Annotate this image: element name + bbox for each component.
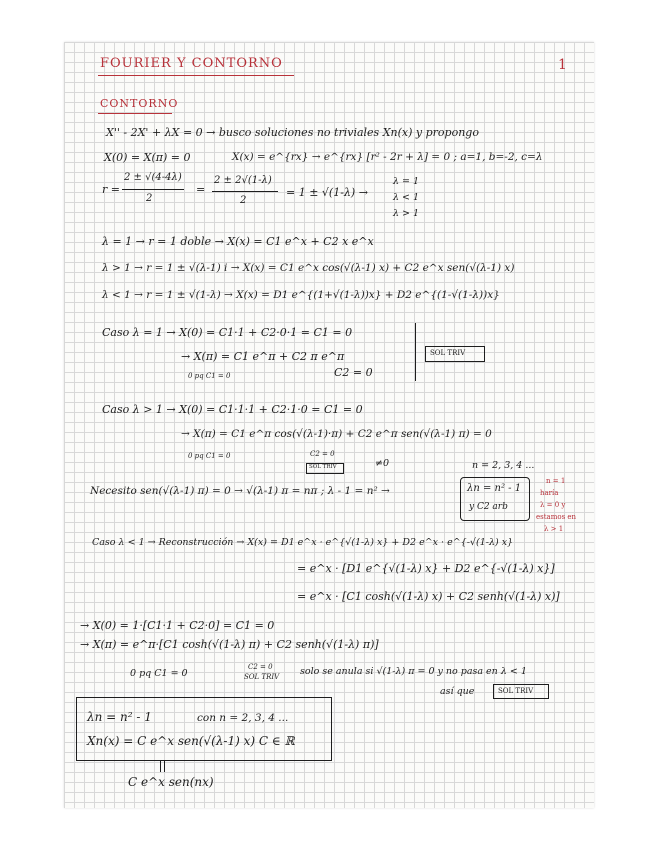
page-number: 1 [558,57,568,73]
root-numerator-1: 2 ± √(4-4λ) [124,172,182,183]
section-title: CONTORNO [100,97,179,110]
caso2-line2: → X(π) = C1 e^π cos(√(λ-1)·π) + C2 e^π sen(√(λ-1) π) = 0 [181,428,492,440]
final-n-range: con n = 2, 3, 4 ... [197,712,289,724]
ansatz-line: X(x) = e^{rx} → e^{rx} [r² - 2r + λ] = 0 ; a=1, b=-2, c=λ [232,151,543,163]
final-eigenvalue: λn = n² - 1 [87,710,152,724]
caso2-nonzero: ≠0 [375,458,390,469]
caso3-line4: → X(0) = 1·[C1·1 + C2·0] = C1 = 0 [80,619,275,632]
fraction-bar-2 [212,191,278,192]
caso2-c2-arbitrary: y C2 arb [469,502,508,512]
root-numerator-2: 2 ± 2√(1-λ) [214,175,272,186]
caso3-line2: = e^x · [D1 e^{√(1-λ) x} + D2 e^{-√(1-λ) x}] [297,562,555,575]
solution-lambda-lt-1: λ < 1 → r = 1 ± √(1-λ) → X(x) = D1 e^{(1+√(1-λ))x} + D2 e^{(1-√(1-λ))x} [102,289,500,301]
case-lambda-lt-1: λ < 1 [393,192,420,203]
caso2-n-range: n = 2, 3, 4 ... [472,460,535,471]
case-lambda-gt-1: λ > 1 [393,208,420,219]
side-note-5: λ > 1 [544,525,564,533]
boundary-conditions: X(0) = X(π) = 0 [104,151,191,164]
ode-line: X'' - 2X' + λX = 0 → busco soluciones no triviales Xn(x) y propongo [106,126,479,139]
equivalence-mark-right [164,760,165,772]
solution-lambda-eq-1: λ = 1 → r = 1 doble → X(x) = C1 e^x + C2 x e^x [102,235,374,248]
side-note-4: estamos en [536,513,577,521]
final-eigenfunction: Xn(x) = C e^x sen(√(λ-1) x) C ∈ ℝ [87,734,295,748]
caso3-sol-triv-badge [493,684,549,699]
fraction-bar-1 [122,189,184,190]
caso3-c2-zero: C2 = 0 [248,663,273,671]
solution-lambda-gt-1: λ > 1 → r = 1 ± √(λ-1) i → X(x) = C1 e^x cos(√(λ-1) x) + C2 e^x sen(√(λ-1) x) [102,262,515,274]
section-underline [98,113,172,114]
caso3-therefore: así que [440,686,475,697]
case-lambda-eq-1: λ = 1 [393,176,420,187]
caso2-eigenvalue: λn = n² - 1 [467,483,522,494]
caso2-sol-triv-badge [306,463,344,474]
caso3-note-c1: 0 pq C1 = 0 [130,668,188,679]
final-simplified: C e^x sen(nx) [128,775,214,789]
caso1-brace [415,323,416,381]
side-note-1: n = 1 [546,477,566,485]
caso1-sol-triv-text: SOL TRIV [430,349,466,357]
caso1-note: 0 pq C1 = 0 [188,372,231,380]
caso1-sol-triv-badge [425,346,485,362]
caso3-line1: Caso λ < 1 → Reconstrucción → X(x) = D1 e^x · e^{√(1-λ) x} + D2 e^x · e^{-√(1-λ) x} [92,537,514,548]
simplified-roots: = 1 ± √(1-λ) → [286,186,368,199]
caso3-sol-triv-text: SOL TRIV [498,687,534,695]
caso2-c2-zero: C2 = 0 [310,450,335,458]
caso3-reason: solo se anula si √(1-λ) π = 0 y no pasa en λ < 1 [300,666,527,677]
caso1-line3: C2 = 0 [334,366,373,379]
caso3-line3: = e^x · [C1 cosh(√(1-λ) x) + C2 senh(√(1-λ) x)] [297,590,560,603]
root-denominator-2: 2 [240,195,247,206]
side-note-3: λ = 0 y [540,501,566,509]
caso3-line5: → X(π) = e^π·[C1 cosh(√(1-λ) π) + C2 senh(√(1-λ) π)] [80,638,379,651]
title-underline [98,75,294,76]
side-note-2: haría [540,489,559,497]
root-denominator-1: 2 [146,193,153,204]
page-title: FOURIER Y CONTORNO [100,56,283,71]
caso1-line2: → X(π) = C1 e^π + C2 π e^π [181,350,345,363]
caso2-line1: Caso λ > 1 → X(0) = C1·1·1 + C2·1·0 = C1 = 0 [102,403,363,416]
caso1-line1: Caso λ = 1 → X(0) = C1·1 + C2·0·1 = C1 = 0 [102,326,353,339]
caso2-condition: Necesito sen(√(λ-1) π) = 0 → √(λ-1) π = nπ ; λ - 1 = n² → [90,485,390,497]
caso2-sol-triv-text: SOL TRIV [309,464,337,470]
final-result-box [76,697,332,761]
equivalence-mark-left [160,760,161,772]
caso2-eigenvalue-box [460,477,530,521]
equals-sign: = [196,183,206,196]
root-formula-label: r = [102,183,120,196]
caso2-note-c1: 0 pq C1 = 0 [188,452,231,460]
caso3-sol-triv-small: SOL TRIV [244,673,280,681]
